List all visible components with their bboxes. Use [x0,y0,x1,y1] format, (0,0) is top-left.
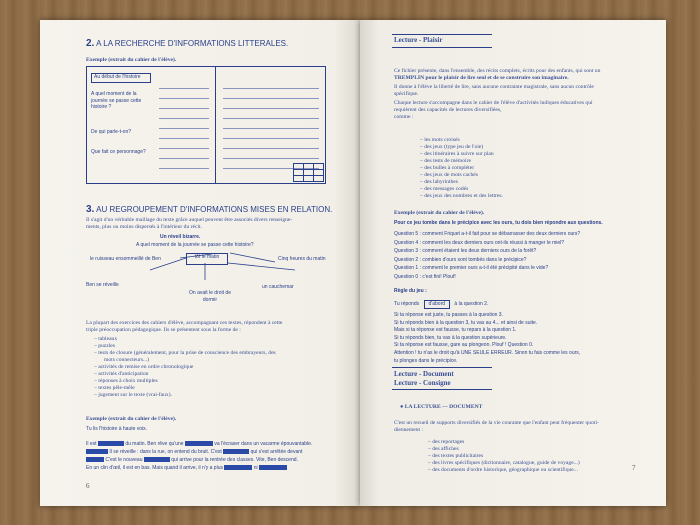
bullet-icon: ● [400,404,404,410]
list-item: – des textes publicitaires [428,453,484,459]
cloze-line-1: Il est du matin. Ben rêve qu'une va l'écraser dans un vacarme épouvantable. [86,441,313,447]
list-item: – des affiches [428,446,459,452]
cloze-line-4: En un clin d'œil, il est en bas. Mais quand il arrive, il n'y a plus ni [86,464,354,472]
list-item: – puzzles [94,343,115,349]
node-cinq-heures: Cinq heures du matin [278,256,326,262]
left-page [40,20,360,506]
list-item: – tests de closure (généralement, pour la prise de conscience des embrayeurs, des [94,350,276,356]
question-list [394,230,658,282]
question-4: Question 4 : comment les deux derniers ours ont-ils réussi à manger le miel? [394,239,565,246]
game-intro: Pour ce jeu tombe dans le précipice avec les ours, tu dois bien répondre aux questions. [394,220,603,226]
list-item: – des livres spécifiques (dictionnaire, catalogue, guide de voyage...) [428,460,580,466]
question-5: Question 5 : comment Friquet a-t-il fait pour se débarrasser des deux derniers ours? [394,231,581,237]
section-3-title: 3. AU REGROUPEMENT D'INFORMATIONS MISES EN RELATION. [86,204,333,215]
list-item: – des jeux des nombres et des lettres. [420,193,503,199]
rules-text: Si ta réponse est juste, tu passes à la question 3. Si tu réponds bien à la question 3, tu vas au 4... et ainsi de suite. Mais si ta réponse est fausse, tu repars à la question 1. Si tu réponds bien, tu vas à la question supérieure. Si ta réponse est fausse, gare au plongeon. Plouf ! Question 0. Attention ! tu n'as le droit qu'à UNE SEULE ERREUR. Sinon tu fais comme les ours, tu plonges dans le précipice. [394,312,581,364]
question-2: De qui parle-t-on? [91,129,132,135]
cloze-line-3: C'est le nouveau qui arrive pour la rentrée des classes. Vite, Ben descend. [86,456,354,464]
worksheet-divider [215,67,216,183]
doc-text: C'est un recueil de supports diversifiés de la vie courante que l'enfant peut fréquenter quoti- diennement : [394,420,599,433]
heading2-rule-top [392,367,492,368]
read-aloud-instruction: Tu lis l'histoire à haute voix. [86,426,148,432]
list-item: – des documents d'ordre historique, géographique ou scientifique... [428,467,578,473]
question-3: Question 3 : comment étaient les deux derniers ours de la forêt? [394,248,537,255]
example-label-right: Exemple (extrait du cahier de l'élève). [394,210,485,216]
list-item: – activités de remise en ordre chronologique [94,364,194,370]
section-3-para: La plupart des exercices des cahiers d'élève, accompagnant ces textes, répondent à cette triple préoccupation pédagogique. Ils se présentent sous la forme de : [86,320,283,333]
cloze-text [86,440,354,472]
activity-list [420,137,650,200]
section-3-intro: Il s'agit d'un véritable maillage du texte grâce auquel peuvent être associés divers renseigne- ments, plus ou moins dispersés à l'intérieur du récit. [86,217,293,230]
cloze-line-2: Il se réveille : dans la rue, on entend du bruit. C'est qui s'est arrêtée devant [86,448,354,456]
right-page [360,20,666,506]
question-2: Question 2 : combien d'ours sont tombés dans le précipice? [394,256,527,263]
list-item: – activités d'anticipation [94,371,149,377]
question-1: Question 1 : comment le premier ours a-t-il été précipité dans le vide? [394,265,549,272]
list-item: – des jeux (type jeu de l'oie) [420,144,484,150]
section-2-title: 2. A LA RECHERCHE D'INFORMATIONS LITTERALES. [86,38,289,49]
heading2-rule-bottom [392,389,492,390]
box-heading: Au début de l'histoire [91,73,151,83]
node-cauchemar: un cauchemar [262,284,294,290]
diagram-title: Un réveil bizarre. [160,234,201,240]
rule-first-line: Tu réponds d'abord à la question 2. [394,301,489,307]
heading-lecture-plaisir: Lecture - Plaisir [394,36,443,44]
diagram-center: tôt le matin [186,253,228,265]
intro-text: Ce fichier présente, dans l'ensemble, des récits complets, écrits pour des enfants, qui sont un TREMPLIN pour le plaisir de lire seul et de se construire son imaginaire. Il donne à l'élève la liberté de lire, sans aucune contrainte magistrale, sans aucun contrôle spécifique. Chaque lecture s'accompagne dans le cahier de l'élève d'activités ludiques éducatives qui requièrent des capacités de lectures diversifiées, comme : [394,68,601,120]
rule-label: Règle du jeu : [394,288,427,294]
example-label-1: Exemple (extrait du cahier de l'élève). [86,57,177,63]
heading-lecture-document: Lecture - Document Lecture - Consigne [394,370,454,387]
list-item: – jugement sur le texte (vrai-faux). [94,392,172,398]
heading-rule-bottom [392,47,492,48]
question-0: Question 0 : c'est fini! Plouf! [394,273,456,280]
answer-lines-right [223,79,319,169]
node-ben-reveille: Ben se réveille [86,282,119,288]
list-item: – textes pêle-mêle [94,385,135,391]
doc-list [428,439,658,474]
list-item: – des reportages [428,439,465,445]
question-1: A quel moment de la journée se passe cette histoire ? [91,91,142,111]
node-droit-dormir: On avait le droit de dormir [189,290,231,303]
list-item: – des tests de mémoire [420,158,471,164]
bullet-title: ● LA LECTURE — DOCUMENT [400,404,483,410]
page-number-left: 6 [86,482,90,490]
answer-lines-left [159,79,209,169]
worksheet-box [86,66,326,184]
list-item: – des messages codés [420,186,469,192]
node-ruisseau: le ruisseau ensommeillé de Ben [90,256,161,262]
list-item: – tableaux [94,336,118,342]
list-item: – réponses à choix multiples [94,378,158,384]
list-item: – des itinéraires à suivre sur plan [420,151,494,157]
page-number-right: 7 [632,464,636,472]
question-3: Que fait ce personnage? [91,149,146,155]
list-item: mots connecteurs...) [104,357,150,363]
list-item: – les mots croisés [420,137,460,143]
grid-icon [293,163,324,182]
heading-rule-top [392,34,492,35]
list-item: – des bulles à compléter [420,165,475,171]
exercise-list [94,336,352,399]
list-item: – des labyrinthes [420,179,458,185]
list-item: – des jeux de mots cachés [420,172,478,178]
example-label-2: Exemple (extrait du cahier de l'élève). [86,416,177,422]
diagram-question: A quel moment de la journée se passe cette histoire? [136,242,254,248]
